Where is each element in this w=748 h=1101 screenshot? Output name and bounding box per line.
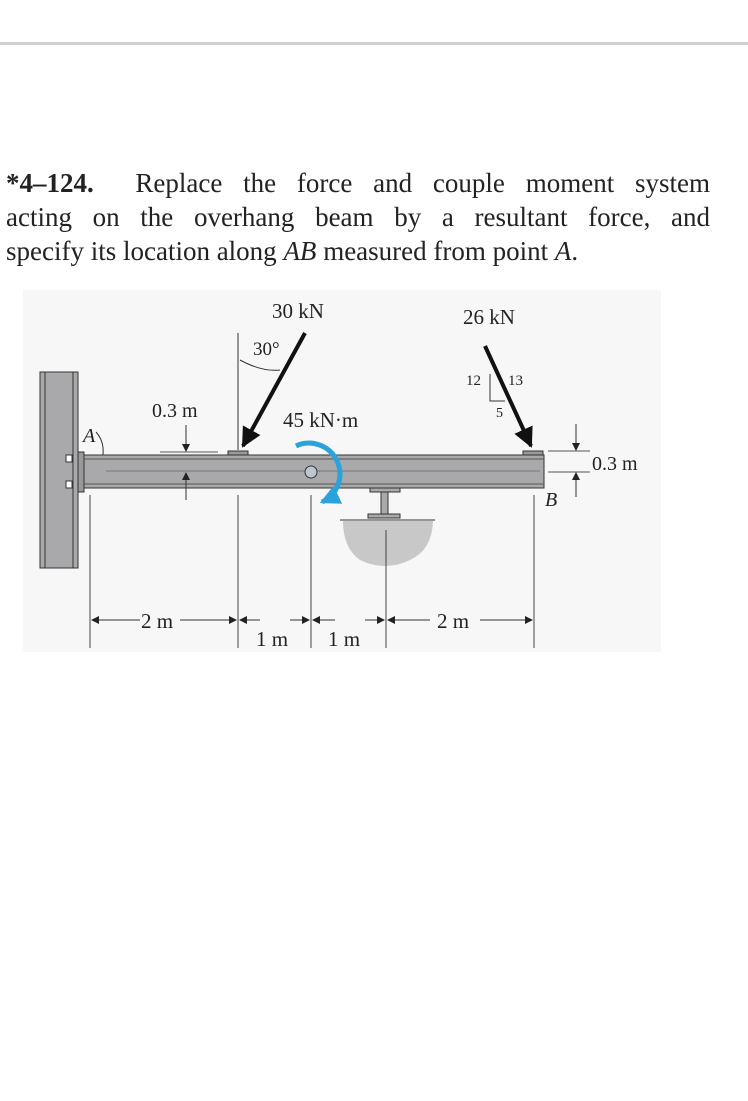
force2-label: 26 kN [463,305,515,329]
problem-number: *4–124. [6,168,94,198]
angle-label: 30° [253,339,280,360]
point-a-label: A [83,425,96,447]
slope-vertical: 12 [466,373,481,389]
dim-label-1: 2 m [141,609,174,633]
problem-text: specify its location along [6,236,284,266]
dim-label-3: 1 m [328,627,361,651]
point-b-label: B [545,489,558,511]
point-a-ref: A [554,236,572,266]
height-right-label: 0.3 m [592,453,638,475]
problem-text: measured from point [316,236,555,266]
height-left-label: 0.3 m [152,400,198,422]
dim-label-4: 2 m [437,609,470,633]
problem-line-2: acting on the overhang beam by a resultant force, and [6,202,710,232]
moment-label: 45 kN·m [283,408,359,432]
problem-text: Replace the force and couple moment system [135,168,710,198]
slope-horizontal: 5 [496,406,503,421]
dim-label-2: 1 m [256,627,289,651]
force1-label: 30 kN [272,299,324,323]
segment-ab: AB [283,236,317,266]
beam [84,451,544,488]
problem-text: . [571,236,579,266]
slope-hypotenuse: 13 [508,373,523,389]
